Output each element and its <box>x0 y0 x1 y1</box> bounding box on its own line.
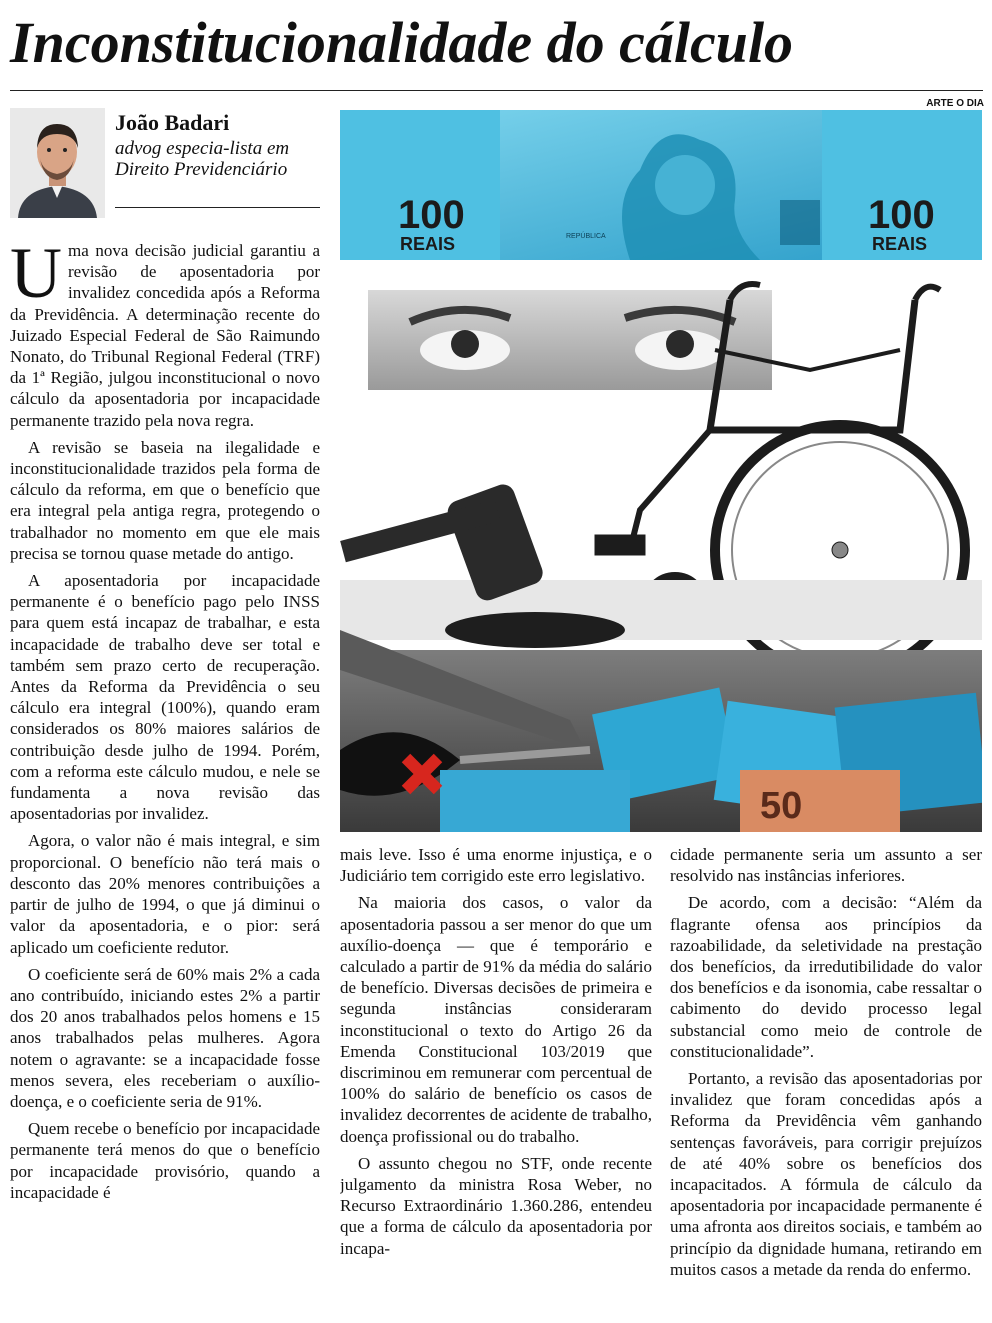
banknote-value-right: 100 <box>868 193 935 237</box>
paragraph: Quem recebe o benefício por incapacidade permanente terá menos do que o benefício por incapacidade provisório, quando a incapacidade é <box>10 1119 320 1202</box>
paragraph: A revisão se baseia na ilegalidade e inconstitucionalidade trazidos pela forma de cálculo da reforma, em que o benefício que era integral pela antiga regra, protegendo o trabalhador no momento em que ele mais precisa se tornou quase metade do antigo. <box>10 437 320 563</box>
paragraph: De acordo, com a decisão: “Além da flagrante ofensa aos princípios da razoabilidade, da seletividade na prestação dos benefícios, da irredutibilidade do valor dos benefícios e da isonomia, cabe ressaltar o cabimento do devido processo legal substancial como meio de controle de constitucionalidade”. <box>670 893 982 1061</box>
headline: Inconstitucionalidade do cálculo <box>10 10 794 75</box>
paragraph: O assunto chegou no STF, onde recente julgamento da ministra Rosa Weber, no Recurso Extraordinário 1.360.286, entendeu que a forma de cálculo da aposentadoria por incapa- <box>340 1153 652 1258</box>
article-column-2 <box>340 844 652 1314</box>
gavel-icon <box>340 481 982 648</box>
author-photo <box>10 108 105 218</box>
paragraph-text: ma nova decisão judicial garantiu a revisão de aposentadoria por invalidez concedida após a Reforma da Previdência. A determinação recente do Juizado Especial Federal de São Raimundo Nonato, do Tribunal Regional Federal (TRF) da 1ª Região, julgou inconstitucional o novo cálculo da aposentadoria por incapacidade permanente trazido pela nova regra. <box>10 241 320 430</box>
headline-rule <box>10 90 983 91</box>
eyes-icon <box>368 290 772 390</box>
paragraph: mais leve. Isso é uma enorme injustiça, e o Judiciário tem corrigido este erro legislativo. <box>340 845 652 886</box>
banknote-value-left: 100 <box>398 193 465 237</box>
author-name: João Badari <box>115 110 230 135</box>
paragraph: cidade permanente seria um assunto a ser resolvido nas instâncias inferiores. <box>670 845 982 886</box>
author-rule <box>115 207 320 208</box>
paragraph: O coeficiente será de 60% mais 2% a cada ano contribuído, iniciando estes 2% a partir dos 20 anos trabalhados pelos homens e 15 anos trabalhados pelas mulheres. Agora notem o agravante: se a incapacidade fosse menos severa, eles receberiam o auxílio-doença, e o coeficiente seria de 91%. <box>10 964 320 1111</box>
banknote-currency-right: REAIS <box>872 234 928 254</box>
article-column-3 <box>670 844 982 1314</box>
illustration <box>340 110 982 832</box>
banknote-currency-left: REAIS <box>400 234 456 254</box>
author-role: advog especia-lista em Direito Previdenciário <box>115 138 290 180</box>
paragraph: Portanto, a revisão das aposentadorias por invalidez que foram concedidas após a Reforma da Previdência vêm ganhando sentenças favoráveis, para corrigir prejuízos de até 40% sobre os benefícios dos incapacitados. A fórmula de cálculo da aposentadoria por incapacidade permanente é uma afronta aos direitos sociais, e também ao princípio da dignidade humana, retirando em muitos casos a metade da renda do enfermo. <box>670 1069 982 1279</box>
paragraph: A aposentadoria por incapacidade permanente é o benefício pago pelo INSS para quem está incapaz de trabalhar, e esta incapacidade de trabalho deve ser total e também sem prazo certo de recuperação. Antes da Reforma da Previdência o seu cálculo era integral (100%), quando eram considerados os 80% maiores salários de contribuição desde julho de 1994. Porém, com a reforma este cálculo mudou, e nele se fundamenta a nova revisão das aposentadorias por invalidez. <box>10 571 320 824</box>
paragraph <box>10 240 320 431</box>
article-column-1 <box>10 240 320 1315</box>
dropcap: U <box>10 240 62 313</box>
paragraph: Na maioria dos casos, o valor da aposentadoria passou a ser menor do que um auxílio-doença — que é temporário e calculado a partir de 91% da média do salário de benefício. Diversas decisões de primeira e segunda instâncias consideraram inconstitucional o texto do Artigo 26 da Emenda Constitucional 103/2019 que discriminou em remunerar com percentual de 100% do salário de benefício os casos de invalidez decorrentes de acidente de trabalho, doença profissional ou do trabalho. <box>340 893 652 1146</box>
banknote-fifty: 50 <box>760 785 803 827</box>
art-credit: ARTE O DIA <box>926 98 984 109</box>
banknote-small-text: REPÚBLICA <box>566 233 606 240</box>
paragraph: Agora, o valor não é mais integral, e sim proporcional. O benefício não terá mais o desconto das 20% menores contribuições a partir de julho de 1994, o que já diminui o valor da aposentadoria, e o pior: será aplicado um coeficiente redutor. <box>10 831 320 957</box>
